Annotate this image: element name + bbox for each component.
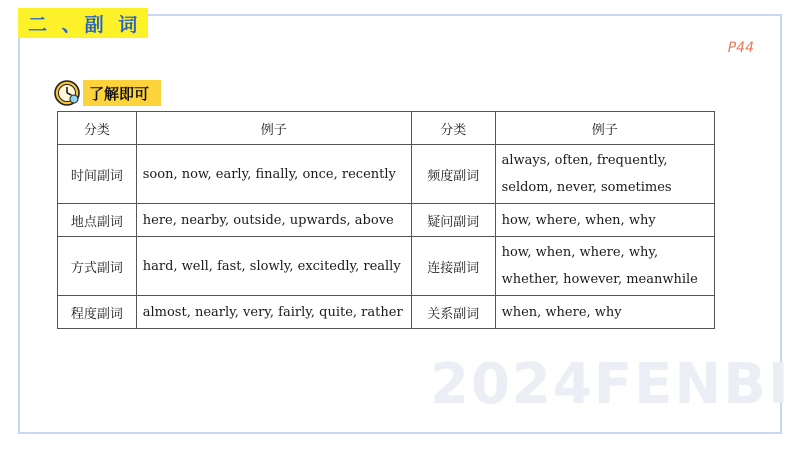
header-category-2: 分类 [411, 112, 495, 145]
category-cell: 频度副词 [411, 145, 495, 204]
examples-cell: hard, well, fast, slowly, excitedly, really [136, 237, 411, 296]
info-badge [53, 79, 161, 107]
table-row [58, 204, 715, 237]
header-examples-2: 例子 [495, 112, 714, 145]
page-number: P44 [727, 40, 754, 56]
table-row [58, 296, 715, 329]
category-cell: 方式副词 [58, 237, 137, 296]
examples-cell: always, often, frequently, seldom, never, sometimes [495, 145, 714, 204]
category-cell: 疑问副词 [411, 204, 495, 237]
table-row [58, 237, 715, 296]
section-title: 二 、副 词 [28, 14, 142, 36]
examples-cell: how, where, when, why [495, 204, 714, 237]
watermark: 2024FENBI [430, 352, 791, 417]
category-cell: 时间副词 [58, 145, 137, 204]
header-examples-1: 例子 [136, 112, 411, 145]
header-category-1: 分类 [58, 112, 137, 145]
examples-cell: almost, nearly, very, fairly, quite, rather [136, 296, 411, 329]
table-row [58, 145, 715, 204]
examples-cell: when, where, why [495, 296, 714, 329]
clock-icon [53, 79, 81, 107]
examples-cell: soon, now, early, finally, once, recently [136, 145, 411, 204]
category-cell: 程度副词 [58, 296, 137, 329]
examples-cell: how, when, where, why, whether, however, meanwhile [495, 237, 714, 296]
badge-label: 了解即可 [83, 80, 161, 106]
table-header-row [58, 112, 715, 145]
category-cell: 地点副词 [58, 204, 137, 237]
examples-cell: here, nearby, outside, upwards, above [136, 204, 411, 237]
adverb-table [57, 111, 715, 329]
category-cell: 关系副词 [411, 296, 495, 329]
category-cell: 连接副词 [411, 237, 495, 296]
